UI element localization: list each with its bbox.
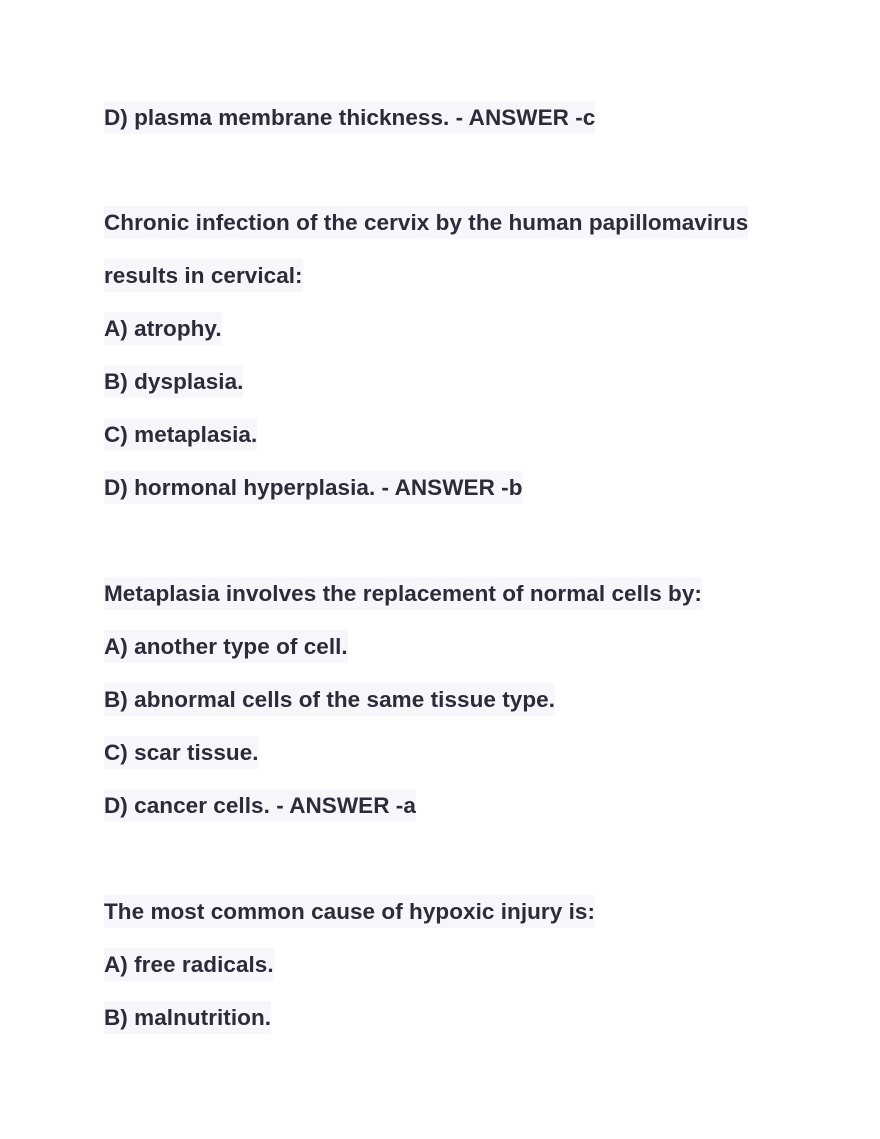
question-text-q2-line2: results in cervical: bbox=[104, 259, 303, 292]
option-c-q2: C) metaplasia. bbox=[104, 418, 257, 451]
question-text-q2-line1: Chronic infection of the cervix by the human papillomavirus bbox=[104, 206, 748, 239]
option-a-q4: A) free radicals. bbox=[104, 948, 274, 981]
answer-line-q2: D) hormonal hyperplasia. - ANSWER -b bbox=[104, 471, 523, 504]
answer-line-q1: D) plasma membrane thickness. - ANSWER -c bbox=[104, 101, 595, 134]
option-c-q3: C) scar tissue. bbox=[104, 736, 259, 769]
option-b-q3: B) abnormal cells of the same tissue type. bbox=[104, 683, 555, 716]
option-b-q2: B) dysplasia. bbox=[104, 365, 243, 398]
option-a-q3: A) another type of cell. bbox=[104, 630, 348, 663]
option-b-q4: B) malnutrition. bbox=[104, 1001, 271, 1034]
question-text-q3: Metaplasia involves the replacement of normal cells by: bbox=[104, 577, 702, 610]
option-a-q2: A) atrophy. bbox=[104, 312, 222, 345]
answer-line-q3: D) cancer cells. - ANSWER -a bbox=[104, 789, 416, 822]
question-text-q4: The most common cause of hypoxic injury is: bbox=[104, 895, 595, 928]
